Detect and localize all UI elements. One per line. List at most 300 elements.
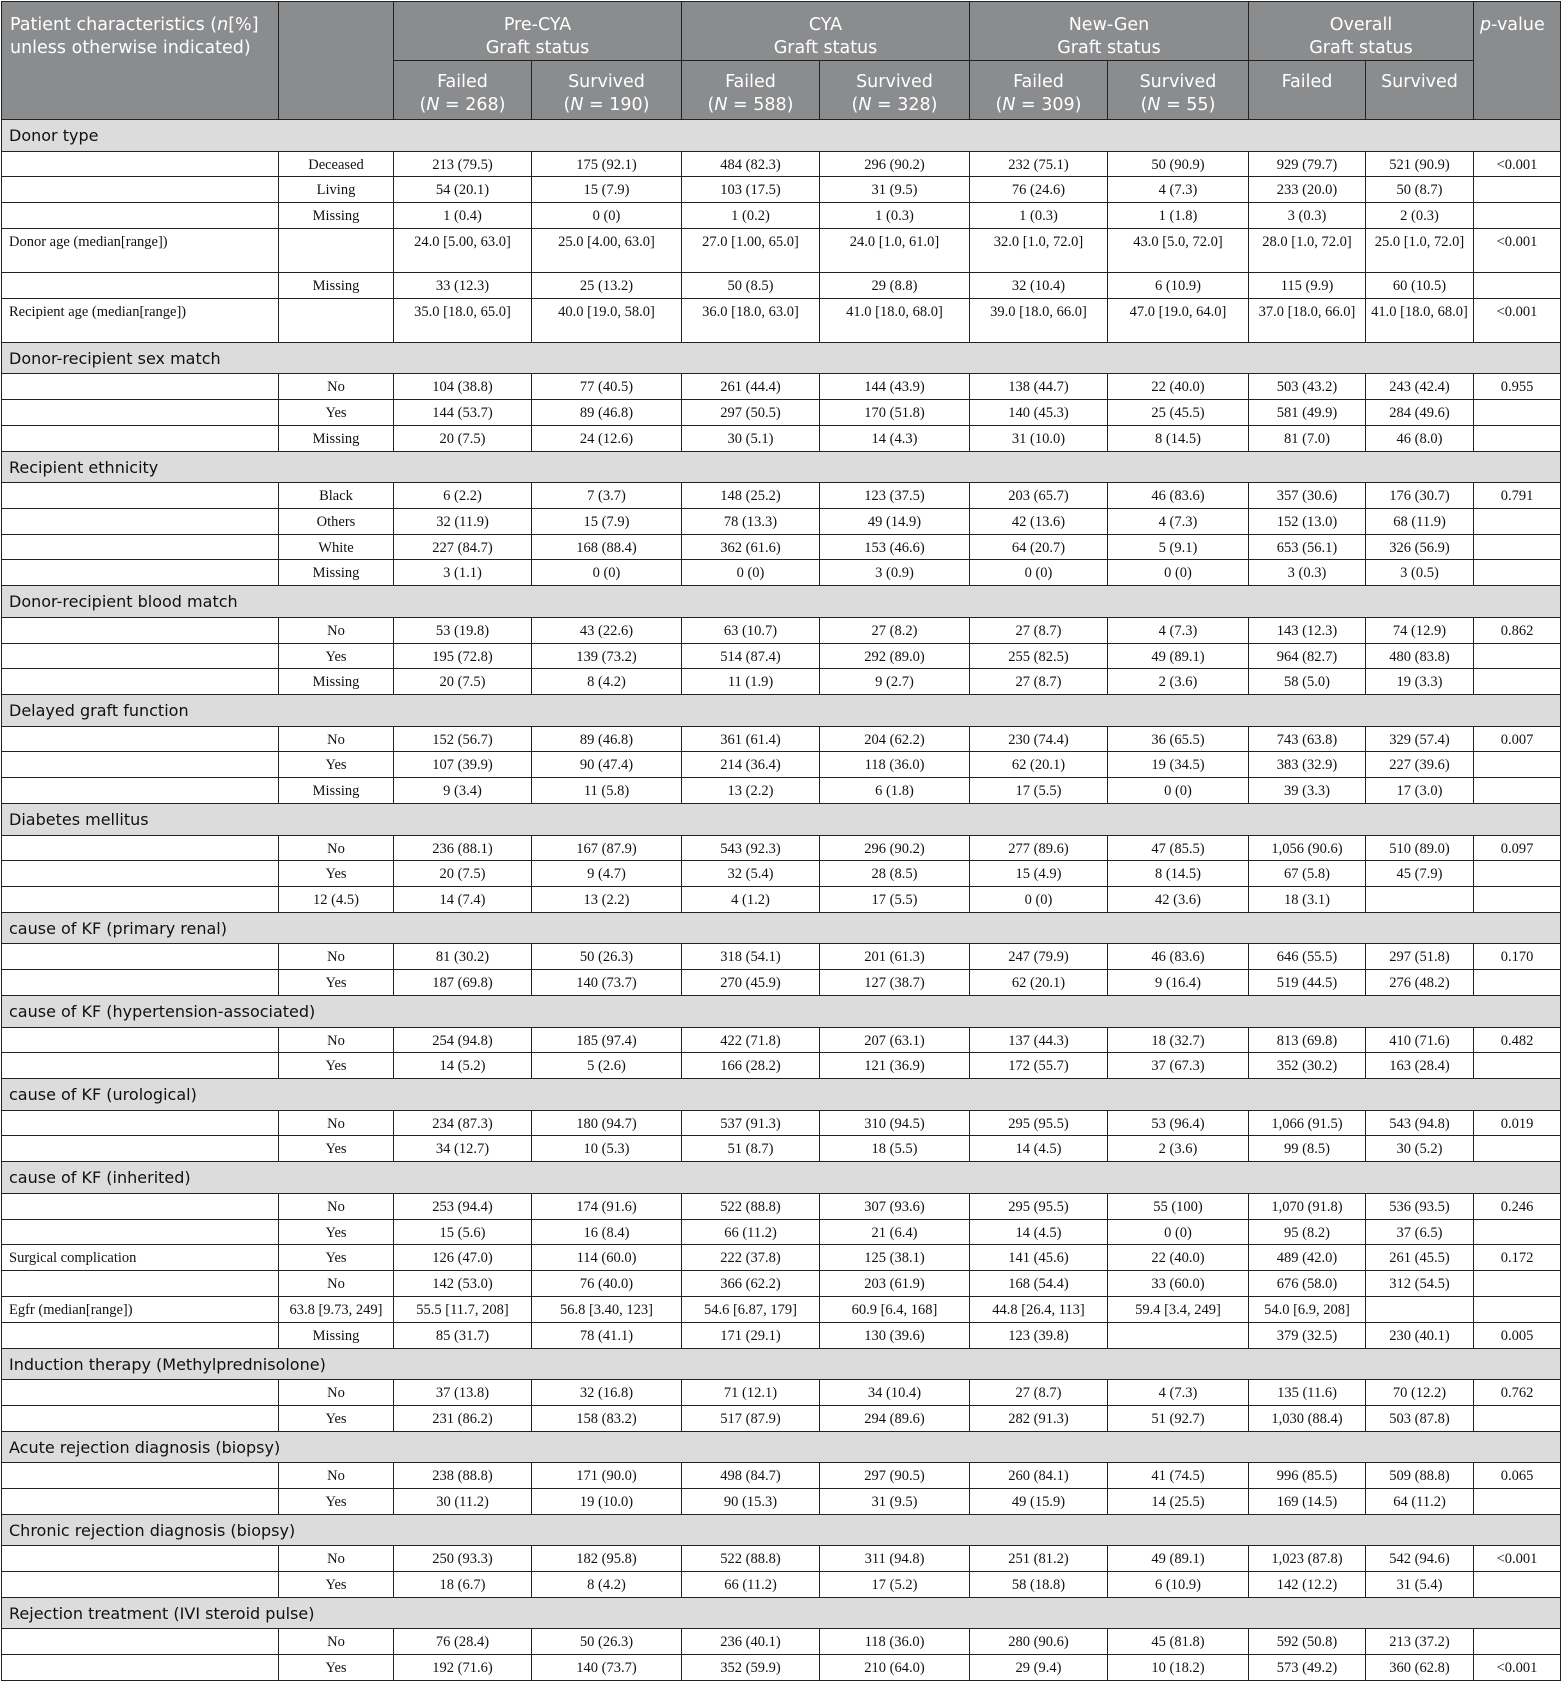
value-cell: 260 (84.1) [970,1463,1108,1489]
row-label [2,151,279,177]
value-cell: 104 (38.8) [394,374,532,400]
p-value-cell: 0.172 [1474,1245,1561,1271]
row-label [2,1655,279,1681]
value-cell: 964 (82.7) [1249,643,1366,669]
value-cell: 24.0 [1.0, 61.0] [820,228,970,272]
table-row [2,861,1561,887]
value-cell: 42 (3.6) [1108,887,1249,913]
value-cell: 123 (39.8) [970,1322,1108,1348]
value-cell: 74 (12.9) [1366,617,1474,643]
value-cell: 55.5 [11.7, 208] [394,1296,532,1322]
value-cell: 17 (5.5) [820,887,970,913]
table-row [2,1245,1561,1271]
value-cell: 203 (61.9) [820,1271,970,1297]
table-row [2,617,1561,643]
value-cell: 47 (85.5) [1108,835,1249,861]
value-cell: 81 (30.2) [394,944,532,970]
value-cell: 201 (61.3) [820,944,970,970]
value-cell: 9 (4.7) [532,861,682,887]
row-label [2,643,279,669]
value-cell: 503 (43.2) [1249,374,1366,400]
p-value-cell [1474,1136,1561,1162]
p-value-cell: 0.482 [1474,1027,1561,1053]
value-cell: 2 (3.6) [1108,669,1249,695]
value-cell: 1,023 (87.8) [1249,1546,1366,1572]
value-cell: 34 (12.7) [394,1136,532,1162]
value-cell: 46 (8.0) [1366,425,1474,451]
row-label [2,534,279,560]
value-cell: 175 (92.1) [532,151,682,177]
value-cell: 123 (37.5) [820,483,970,509]
value-cell: 43 (22.6) [532,617,682,643]
value-cell: 294 (89.6) [820,1405,970,1431]
value-cell: 115 (9.9) [1249,272,1366,298]
value-cell: 360 (62.8) [1366,1655,1474,1681]
section-label: Acute rejection diagnosis (biopsy) [2,1431,1561,1463]
value-cell: 39.0 [18.0, 66.0] [970,298,1108,342]
value-cell: 361 (61.4) [682,726,820,752]
value-cell: 58 (5.0) [1249,669,1366,695]
row-label [2,272,279,298]
value-cell: 0 (0) [1108,1219,1249,1245]
value-cell: 213 (37.2) [1366,1629,1474,1655]
table-row [2,1405,1561,1431]
value-cell: 64 (20.7) [970,534,1108,560]
value-cell: 76 (28.4) [394,1629,532,1655]
row-sublabel: Yes [279,752,394,778]
value-cell: 180 (94.7) [532,1110,682,1136]
value-cell: 292 (89.0) [820,643,970,669]
value-cell: 929 (79.7) [1249,151,1366,177]
value-cell: 167 (87.9) [532,835,682,861]
p-value-cell [1474,669,1561,695]
value-cell: 297 (50.5) [682,399,820,425]
value-cell: 174 (91.6) [532,1193,682,1219]
row-label [2,835,279,861]
row-sublabel: Others [279,508,394,534]
section-header-row [2,912,1561,944]
value-cell: 14 (7.4) [394,887,532,913]
value-cell: 14 (25.5) [1108,1488,1249,1514]
value-cell: 140 (45.3) [970,399,1108,425]
row-sublabel: Yes [279,861,394,887]
row-sublabel: No [279,374,394,400]
row-label [2,203,279,229]
value-cell: 35.0 [18.0, 65.0] [394,298,532,342]
value-cell: 169 (14.5) [1249,1488,1366,1514]
header-patient-characteristics: Patient characteristics (n[%] unless otherwise indicated) [2,2,279,120]
value-cell: 30 (5.2) [1366,1136,1474,1162]
value-cell: 11 (5.8) [532,778,682,804]
value-cell: 32.0 [1.0, 72.0] [970,228,1108,272]
value-cell: 90 (15.3) [682,1488,820,1514]
value-cell: 282 (91.3) [970,1405,1108,1431]
value-cell: 59.4 [3.4, 249] [1108,1296,1249,1322]
table-row [2,643,1561,669]
value-cell: 276 (48.2) [1366,970,1474,996]
value-cell: 326 (56.9) [1366,534,1474,560]
value-cell: 142 (53.0) [394,1271,532,1297]
value-cell: 168 (54.4) [970,1271,1108,1297]
row-sublabel: No [279,726,394,752]
value-cell: 71 (12.1) [682,1380,820,1406]
value-cell: 16 (8.4) [532,1219,682,1245]
value-cell: 207 (63.1) [820,1027,970,1053]
value-cell: 158 (83.2) [532,1405,682,1431]
value-cell: 18 (32.7) [1108,1027,1249,1053]
value-cell: 0 (0) [532,203,682,229]
value-cell: 114 (60.0) [532,1245,682,1271]
value-cell: 60 (10.5) [1366,272,1474,298]
value-cell: 33 (12.3) [394,272,532,298]
value-cell: 383 (32.9) [1249,752,1366,778]
table-row [2,1322,1561,1348]
section-header-row [2,1162,1561,1194]
value-cell: 54.6 [6.87, 179] [682,1296,820,1322]
value-cell: 352 (59.9) [682,1655,820,1681]
value-cell: 195 (72.8) [394,643,532,669]
section-label: Rejection treatment (IVI steroid pulse) [2,1597,1561,1629]
table-row [2,1571,1561,1597]
value-cell: 312 (54.5) [1366,1271,1474,1297]
row-label [2,177,279,203]
p-value-cell [1474,970,1561,996]
row-sublabel: No [279,1629,394,1655]
p-value-cell [1474,1629,1561,1655]
row-sublabel: Yes [279,1405,394,1431]
value-cell: 236 (40.1) [682,1629,820,1655]
value-cell: 352 (30.2) [1249,1053,1366,1079]
value-cell: 204 (62.2) [820,726,970,752]
value-cell: 676 (58.0) [1249,1271,1366,1297]
row-label [2,1463,279,1489]
value-cell: 813 (69.8) [1249,1027,1366,1053]
p-value-cell [1474,1296,1561,1322]
value-cell: 3 (0.9) [820,560,970,586]
value-cell: 422 (71.8) [682,1027,820,1053]
section-header-row [2,804,1561,836]
value-cell: 297 (90.5) [820,1463,970,1489]
row-label [2,669,279,695]
value-cell: 172 (55.7) [970,1053,1108,1079]
value-cell: 50 (90.9) [1108,151,1249,177]
value-cell: 46 (83.6) [1108,944,1249,970]
p-value-cell [1474,1571,1561,1597]
p-value-cell: 0.791 [1474,483,1561,509]
patient-characteristics-table [1,1,1561,1681]
table-row [2,177,1561,203]
value-cell: 18 (6.7) [394,1571,532,1597]
table-row [2,1027,1561,1053]
header-subcol-survived: Survived [1366,61,1474,120]
row-label [2,1546,279,1572]
value-cell: 37 (13.8) [394,1380,532,1406]
p-value-cell: 0.005 [1474,1322,1561,1348]
value-cell: 139 (73.2) [532,643,682,669]
row-sublabel: Missing [279,425,394,451]
value-cell: 296 (90.2) [820,151,970,177]
value-cell: 85 (31.7) [394,1322,532,1348]
section-header-row [2,586,1561,618]
p-value-cell [1474,560,1561,586]
value-cell: 573 (49.2) [1249,1655,1366,1681]
value-cell: 53 (19.8) [394,617,532,643]
row-label [2,1629,279,1655]
value-cell: 3 (0.3) [1249,560,1366,586]
row-label [2,617,279,643]
value-cell: 31 (5.4) [1366,1571,1474,1597]
p-value-cell: <0.001 [1474,1655,1561,1681]
table-row [2,1136,1561,1162]
value-cell: 20 (7.5) [394,861,532,887]
row-label [2,970,279,996]
value-cell: 135 (11.6) [1249,1380,1366,1406]
row-sublabel: Living [279,177,394,203]
p-value-cell [1474,177,1561,203]
value-cell: 49 (15.9) [970,1488,1108,1514]
value-cell: 13 (2.2) [532,887,682,913]
table-row [2,1271,1561,1297]
p-value-cell: 0.170 [1474,944,1561,970]
value-cell: 743 (63.8) [1249,726,1366,752]
table-row [2,887,1561,913]
value-cell: 6 (10.9) [1108,1571,1249,1597]
value-cell: 0 (0) [1108,778,1249,804]
row-sublabel: Missing [279,778,394,804]
value-cell: 34 (10.4) [820,1380,970,1406]
header-group-cya: CYA Graft status [682,2,970,61]
value-cell: 36.0 [18.0, 63.0] [682,298,820,342]
value-cell: 1 (0.2) [682,203,820,229]
p-value-cell: <0.001 [1474,228,1561,272]
row-sublabel: No [279,1380,394,1406]
value-cell: 33 (60.0) [1108,1271,1249,1297]
value-cell: 68 (11.9) [1366,508,1474,534]
value-cell: 509 (88.8) [1366,1463,1474,1489]
value-cell: 362 (61.6) [682,534,820,560]
section-label: Delayed graft function [2,695,1561,727]
value-cell: 243 (42.4) [1366,374,1474,400]
value-cell: 357 (30.6) [1249,483,1366,509]
value-cell: 522 (88.8) [682,1546,820,1572]
row-label: Surgical complication [2,1245,279,1271]
row-label [2,887,279,913]
value-cell: 379 (32.5) [1249,1322,1366,1348]
table-row [2,726,1561,752]
value-cell: 27 (8.2) [820,617,970,643]
value-cell: 140 (73.7) [532,970,682,996]
value-cell: 43.0 [5.0, 72.0] [1108,228,1249,272]
table-row [2,298,1561,342]
row-label [2,1027,279,1053]
value-cell: 27 (8.7) [970,617,1108,643]
value-cell: 1,066 (91.5) [1249,1110,1366,1136]
table-header [2,2,1561,120]
value-cell: 118 (36.0) [820,752,970,778]
value-cell: 521 (90.9) [1366,151,1474,177]
row-sublabel [279,228,394,272]
value-cell: 126 (47.0) [394,1245,532,1271]
p-value-cell: <0.001 [1474,298,1561,342]
table-row [2,374,1561,400]
value-cell: 51 (92.7) [1108,1405,1249,1431]
value-cell: 185 (97.4) [532,1027,682,1053]
value-cell: 230 (40.1) [1366,1322,1474,1348]
value-cell: 214 (36.4) [682,752,820,778]
row-sublabel: No [279,1546,394,1572]
value-cell: 70 (12.2) [1366,1380,1474,1406]
p-value-cell: 0.862 [1474,617,1561,643]
value-cell: 50 (8.7) [1366,177,1474,203]
value-cell: 50 (26.3) [532,944,682,970]
row-label [2,1380,279,1406]
value-cell: 261 (45.5) [1366,1245,1474,1271]
value-cell: 15 (4.9) [970,861,1108,887]
value-cell: 10 (5.3) [532,1136,682,1162]
table-row [2,944,1561,970]
header-subcol-failed: Failed [1249,61,1366,120]
row-sublabel: Yes [279,1655,394,1681]
value-cell: 1,070 (91.8) [1249,1193,1366,1219]
value-cell: 8 (14.5) [1108,425,1249,451]
table-row [2,1053,1561,1079]
section-label: Donor-recipient blood match [2,586,1561,618]
table-row [2,970,1561,996]
header-group-new-gen: New-Gen Graft status [970,2,1249,61]
value-cell: 510 (89.0) [1366,835,1474,861]
value-cell: 89 (46.8) [532,726,682,752]
value-cell: 311 (94.8) [820,1546,970,1572]
row-label: Egfr (median[range]) [2,1296,279,1322]
value-cell: 148 (25.2) [682,483,820,509]
row-label [2,1219,279,1245]
value-cell: 20 (7.5) [394,425,532,451]
row-label [2,1322,279,1348]
header-subcol-failed: Failed (N = 268) [394,61,532,120]
row-label [2,425,279,451]
value-cell: 6 (2.2) [394,483,532,509]
row-label [2,560,279,586]
value-cell: 0 (0) [532,560,682,586]
p-value-cell: 0.097 [1474,835,1561,861]
value-cell: 25 (45.5) [1108,399,1249,425]
p-value-cell [1474,778,1561,804]
p-value-cell [1474,1219,1561,1245]
value-cell: 32 (11.9) [394,508,532,534]
header-subcol-failed: Failed (N = 309) [970,61,1108,120]
p-value-cell: 0.019 [1474,1110,1561,1136]
value-cell: 41.0 [18.0, 68.0] [820,298,970,342]
value-cell: 17 (3.0) [1366,778,1474,804]
p-value-cell [1474,1488,1561,1514]
value-cell: 250 (93.3) [394,1546,532,1572]
p-value-cell [1474,1405,1561,1431]
table-row [2,1380,1561,1406]
value-cell: 1 (0.3) [970,203,1108,229]
value-cell: 1 (0.3) [820,203,970,229]
value-cell: 49 (14.9) [820,508,970,534]
header-sublabel-blank [279,2,394,120]
value-cell [1366,887,1474,913]
value-cell: 31 (9.5) [820,1488,970,1514]
value-cell: 49 (89.1) [1108,643,1249,669]
value-cell: 171 (90.0) [532,1463,682,1489]
p-value-cell [1474,203,1561,229]
value-cell: 234 (87.3) [394,1110,532,1136]
row-label [2,726,279,752]
section-label: Donor type [2,120,1561,152]
value-cell: 50 (8.5) [682,272,820,298]
value-cell: 4 (7.3) [1108,617,1249,643]
value-cell: 13 (2.2) [682,778,820,804]
row-sublabel: Missing [279,669,394,695]
p-value-cell [1474,399,1561,425]
value-cell: 996 (85.5) [1249,1463,1366,1489]
table-row [2,1655,1561,1681]
section-header-row [2,1348,1561,1380]
value-cell: 3 (1.1) [394,560,532,586]
row-label [2,861,279,887]
value-cell: 0 (0) [970,560,1108,586]
value-cell: 0 (0) [970,887,1108,913]
value-cell: 18 (5.5) [820,1136,970,1162]
value-cell: 522 (88.8) [682,1193,820,1219]
value-cell: 24.0 [5.00, 63.0] [394,228,532,272]
value-cell: 9 (2.7) [820,669,970,695]
section-header-row [2,695,1561,727]
value-cell: 310 (94.5) [820,1110,970,1136]
value-cell: 8 (4.2) [532,1571,682,1597]
value-cell: 9 (3.4) [394,778,532,804]
value-cell: 519 (44.5) [1249,970,1366,996]
value-cell: 4 (1.2) [682,887,820,913]
row-sublabel: Yes [279,1488,394,1514]
value-cell: 56.8 [3.40, 123] [532,1296,682,1322]
value-cell: 137 (44.3) [970,1027,1108,1053]
p-value-cell: 0.762 [1474,1380,1561,1406]
value-cell: 168 (88.4) [532,534,682,560]
value-cell: 54.0 [6.9, 208] [1249,1296,1366,1322]
value-cell: 14 (4.3) [820,425,970,451]
section-header-row [2,120,1561,152]
value-cell: 103 (17.5) [682,177,820,203]
value-cell: 480 (83.8) [1366,643,1474,669]
value-cell: 192 (71.6) [394,1655,532,1681]
p-value-cell [1474,272,1561,298]
value-cell: 295 (95.5) [970,1110,1108,1136]
section-header-row [2,451,1561,483]
value-cell: 45 (7.9) [1366,861,1474,887]
value-cell: 81 (7.0) [1249,425,1366,451]
value-cell: 40.0 [19.0, 58.0] [532,298,682,342]
value-cell: 152 (56.7) [394,726,532,752]
value-cell: 203 (65.7) [970,483,1108,509]
value-cell: 29 (9.4) [970,1655,1108,1681]
value-cell: 498 (84.7) [682,1463,820,1489]
value-cell: 58 (18.8) [970,1571,1108,1597]
value-cell: 22 (40.0) [1108,1245,1249,1271]
p-value-cell: 0.007 [1474,726,1561,752]
table-row [2,508,1561,534]
value-cell: 8 (4.2) [532,669,682,695]
table-row [2,534,1561,560]
value-cell: 28.0 [1.0, 72.0] [1249,228,1366,272]
value-cell: 2 (3.6) [1108,1136,1249,1162]
value-cell: 166 (28.2) [682,1053,820,1079]
row-label [2,508,279,534]
value-cell: 17 (5.2) [820,1571,970,1597]
value-cell: 14 (4.5) [970,1136,1108,1162]
